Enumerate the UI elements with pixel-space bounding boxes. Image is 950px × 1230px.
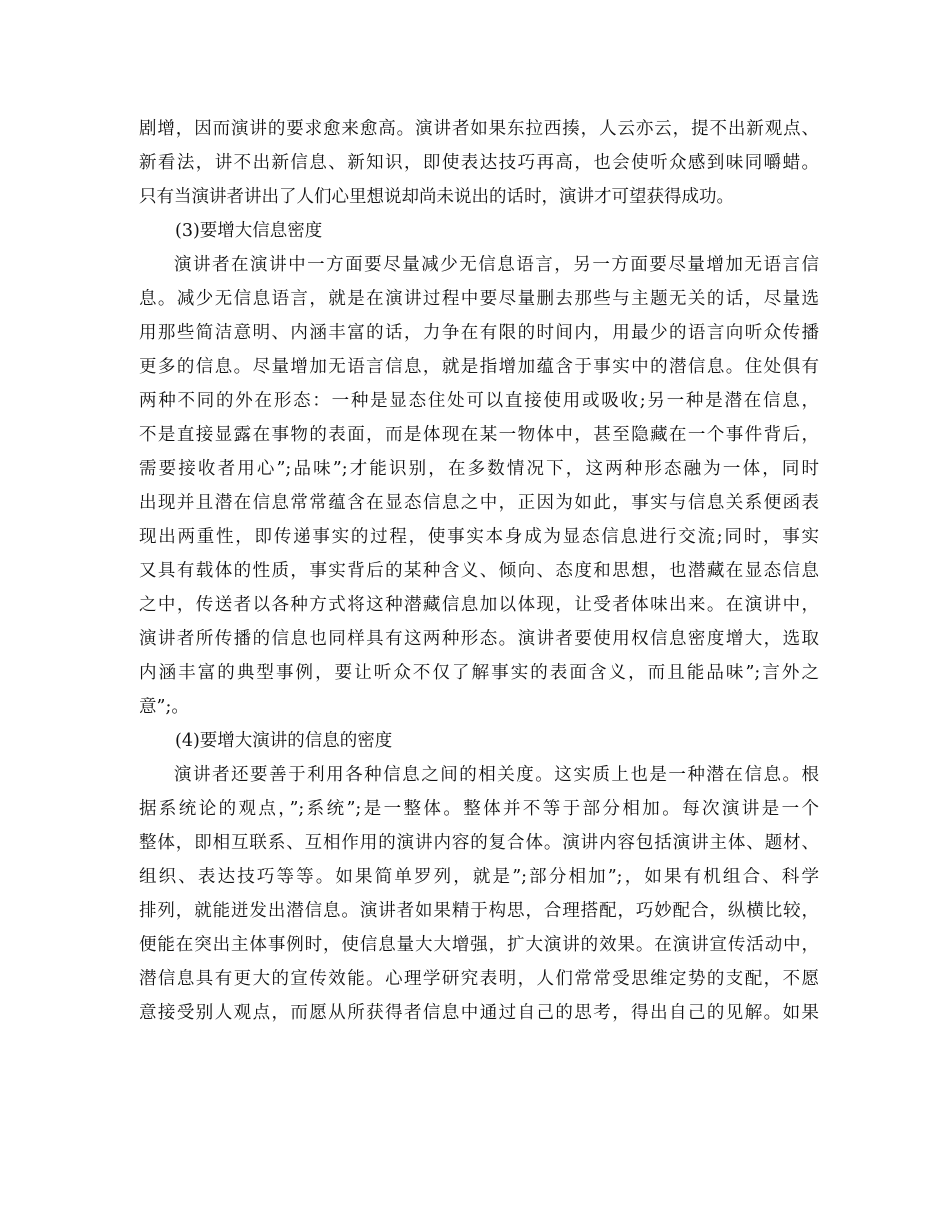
text-line: 据系统论的观点，”;系统”;是一整体。整体并不等于部分相加。每次演讲是一个 (139, 799, 819, 819)
text-line: 便能在突出主体事例时，使信息量大大增强，扩大演讲的效果。在演讲宣传活动中， (139, 935, 819, 955)
text-line: 之中，传送者以各种方式将这种潜藏信息加以体现，让受者体味出来。在演讲中， (139, 595, 819, 615)
text-line: 演讲者所传播的信息也同样具有这两种形态。演讲者要使用权信息密度增大，选取 (139, 629, 819, 649)
text-line: 出现并且潜在信息常常蕴含在显态信息之中，正因为如此，事实与信息关系便函表 (139, 493, 819, 513)
text-line: 又具有载体的性质，事实背后的某种含义、倾向、态度和思想，也潜藏在显态信息 (139, 561, 819, 581)
text-line: 整体，即相互联系、互相作用的演讲内容的复合体。演讲内容包括演讲主体、题材、 (139, 833, 819, 853)
text-line: 意接受别人观点，而愿从所获得者信息中通过自己的思考，得出自己的见解。如果 (139, 1003, 819, 1023)
text-line: 两种不同的外在形态：一种是显态住处可以直接使用或吸收;另一种是潜在信息， (139, 391, 819, 411)
paragraph-first-line: 演讲者还要善于利用各种信息之间的相关度。这实质上也是一种潜在信息。根 (174, 765, 819, 785)
text-line: 更多的信息。尽量增加无语言信息，就是指增加蕴含于事实中的潜信息。住处俱有 (139, 357, 819, 377)
text-line: 组织、表达技巧等等。如果简单罗列，就是”;部分相加”;，如果有机组合、科学 (139, 867, 819, 887)
text-line: 内涵丰富的典型事例，要让听众不仅了解事实的表面含义，而且能品味”;言外之 (139, 663, 819, 683)
text-line: 用那些简洁意明、内涵丰富的话，力争在有限的时间内，用最少的语言向听众传播 (139, 323, 819, 343)
section-heading: (4)要增大演讲的信息的密度 (175, 731, 393, 751)
document-body (139, 112, 819, 1030)
section-heading: (3)要增大信息密度 (175, 221, 323, 241)
text-line: 息。减少无信息语言，就是在演讲过程中要尽量删去那些与主题无关的话，尽量选 (139, 289, 819, 309)
text-line: 现出两重性，即传递事实的过程，使事实本身成为显态信息进行交流;同时，事实 (139, 527, 819, 547)
paragraph-first-line: 演讲者在演讲中一方面要尽量减少无信息语言，另一方面要尽量增加无语言信 (174, 255, 819, 275)
text-line: 排列，就能迸发出潜信息。演讲者如果精于构思，合理搭配，巧妙配合，纵横比较， (139, 901, 819, 921)
text-line: 不是直接显露在事物的表面，而是体现在某一物体中，甚至隐藏在一个事件背后， (139, 425, 819, 445)
text-line: 新看法，讲不出新信息、新知识，即使表达技巧再高，也会使听众感到味同嚼蜡。 (139, 153, 819, 173)
text-line: 需要接收者用心”;品味”;才能识别，在多数情况下，这两种形态融为一体，同时 (139, 459, 819, 479)
text-line: 只有当演讲者讲出了人们心里想说却尚未说出的话时，演讲才可望获得成功。 (139, 187, 734, 207)
text-line: 潜信息具有更大的宣传效能。心理学研究表明，人们常常受思维定势的支配，不愿 (139, 969, 819, 989)
text-line: 剧增，因而演讲的要求愈来愈高。演讲者如果东拉西揍，人云亦云，提不出新观点、 (139, 119, 819, 139)
text-line: 意”;。 (139, 697, 189, 717)
